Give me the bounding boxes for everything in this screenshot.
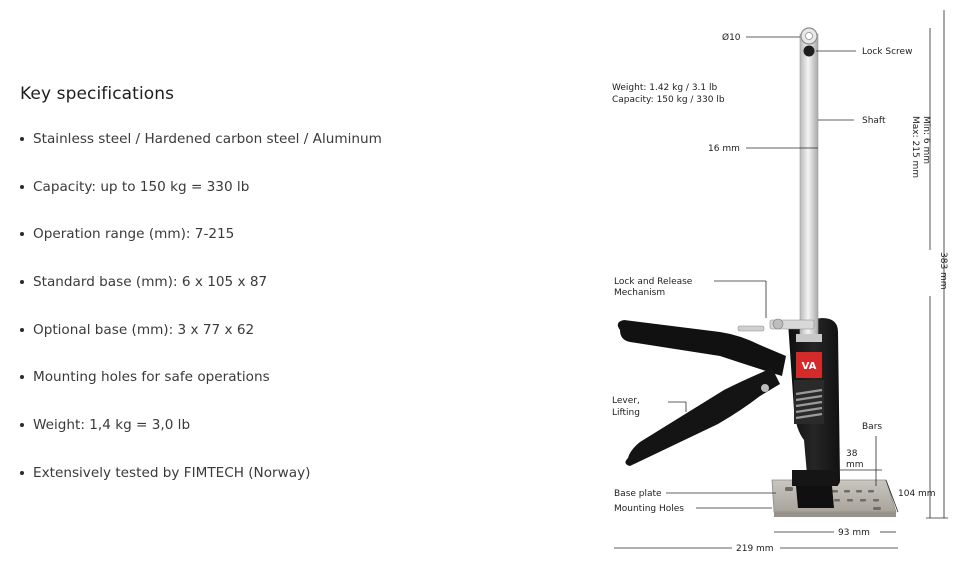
- spec-item-weight: Weight: 1,4 kg = 3,0 lb: [20, 417, 580, 465]
- base-depth-label: 104 mm: [898, 489, 936, 499]
- bar-height-label-line2: mm: [846, 460, 864, 470]
- spec-item-testing: Extensively tested by FIMTECH (Norway): [20, 465, 580, 513]
- brand-mark: VA: [801, 361, 817, 372]
- spec-item-material: Stainless steel / Hardened carbon steel / Aluminum: [20, 131, 580, 179]
- spec-item-mounting-holes: Mounting holes for safe operations: [20, 369, 580, 417]
- range-min-label: Min: 6 mm: [921, 116, 931, 164]
- lever-handle: [618, 320, 786, 466]
- spec-item-operation-range: Operation range (mm): 7-215: [20, 226, 580, 274]
- lever-label-line2: Lifting: [612, 408, 640, 418]
- bar-height-label-line1: 38: [846, 449, 858, 459]
- shaft-width-label: 16 mm: [708, 144, 740, 154]
- weight-label: Weight: 1.42 kg / 3.1 lb: [612, 83, 718, 93]
- product-diagram: [600, 0, 960, 568]
- total-width-label: 219 mm: [736, 544, 774, 554]
- mounting-holes-label: Mounting Holes: [614, 504, 684, 514]
- range-max-label: Max: 215 mm: [910, 116, 920, 179]
- height-label: 383 mm: [938, 252, 948, 290]
- capacity-label: Capacity: 150 kg / 330 lb: [612, 95, 725, 105]
- lifter-tool-illustration: [600, 0, 960, 568]
- specs-title: Key specifications: [20, 84, 175, 104]
- specs-list: [20, 131, 580, 513]
- diameter-label: Ø10: [722, 33, 741, 43]
- brand-badge: [796, 352, 822, 378]
- lock-release-label-line2: Mechanism: [614, 288, 666, 298]
- lock-release-label-line1: Lock and Release: [614, 277, 693, 287]
- lever-label-line1: Lever,: [612, 396, 640, 406]
- lock-screw-label: Lock Screw: [862, 47, 913, 57]
- shaft: [800, 28, 818, 340]
- shaft-label: Shaft: [862, 116, 886, 126]
- spec-item-standard-base: Standard base (mm): 6 x 105 x 87: [20, 274, 580, 322]
- spec-item-capacity: Capacity: up to 150 kg = 330 lb: [20, 179, 580, 227]
- spec-item-optional-base: Optional base (mm): 3 x 77 x 62: [20, 322, 580, 370]
- key-specifications: [20, 84, 580, 513]
- base-plate-label: Base plate: [614, 489, 662, 499]
- base-width-label: 93 mm: [838, 528, 870, 538]
- bars-label: Bars: [862, 422, 883, 432]
- spring: [794, 380, 824, 424]
